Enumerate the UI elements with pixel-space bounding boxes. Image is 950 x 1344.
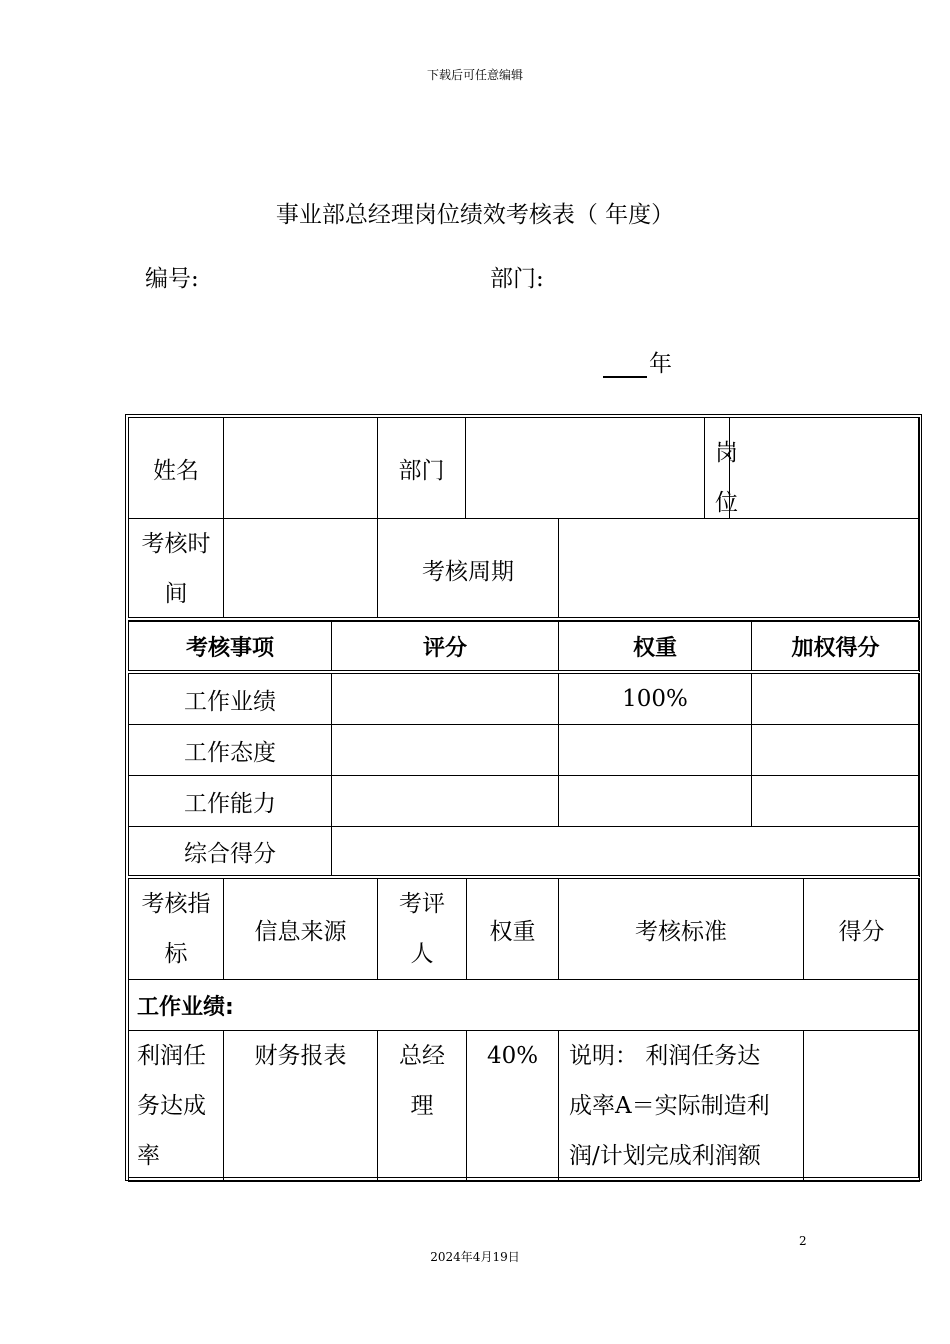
table-row	[129, 725, 920, 776]
total-value[interactable]	[332, 827, 920, 877]
name-value[interactable]	[224, 418, 378, 519]
info-table	[128, 417, 920, 519]
period-table	[128, 518, 920, 620]
standard-cell: 说明： 利润任务达 成率A＝实际制造利 润/计划完成利润额	[559, 1031, 804, 1182]
summary-weighted[interactable]	[752, 725, 920, 776]
period-time-value[interactable]	[224, 519, 378, 620]
summary-weight	[559, 725, 752, 776]
name-label: 姓名	[129, 418, 224, 519]
summary-item: 工作态度	[129, 725, 332, 776]
score-cell[interactable]	[804, 1031, 920, 1182]
page-title: 事业部总经理岗位绩效考核表（ 年度）	[275, 202, 675, 228]
position-label: 岗 位	[715, 440, 738, 516]
year-field	[603, 345, 672, 378]
summary-header-score: 评分	[332, 622, 559, 672]
position-divider	[729, 418, 730, 518]
summary-score[interactable]	[332, 674, 559, 725]
page-number: 2	[799, 1234, 807, 1248]
year-blank[interactable]	[603, 354, 647, 378]
indicator-cell: 利润任 务达成 率	[129, 1031, 224, 1182]
table-row	[129, 674, 920, 725]
table-row	[129, 776, 920, 827]
position-cell[interactable]	[705, 418, 920, 519]
year-suffix: 年	[649, 351, 672, 377]
summary-weight	[559, 776, 752, 827]
detail-table	[128, 878, 920, 1182]
weight-cell: 40%	[467, 1031, 559, 1182]
summary-table	[128, 621, 920, 672]
detail-header-indicator: 考核指 标	[129, 879, 224, 980]
period-time-label: 考核时 间	[129, 519, 224, 620]
total-table	[128, 826, 920, 877]
summary-weighted[interactable]	[752, 674, 920, 725]
summary-header-item: 考核事项	[129, 622, 332, 672]
detail-header-score: 得分	[804, 879, 920, 980]
summary-item: 工作业绩	[129, 674, 332, 725]
period-cycle-label: 考核周期	[378, 519, 559, 620]
total-label: 综合得分	[129, 827, 332, 877]
table-row	[129, 1031, 920, 1182]
summary-header-weight: 权重	[559, 622, 752, 672]
summary-score[interactable]	[332, 725, 559, 776]
footer-date: 2024年4月19日	[430, 1250, 520, 1264]
dept-value[interactable]	[466, 418, 705, 519]
detail-header-reviewer: 考评 人	[378, 879, 467, 980]
dept-cell-label: 部门	[378, 418, 466, 519]
detail-header-weight: 权重	[467, 879, 559, 980]
period-cycle-value[interactable]	[559, 519, 920, 620]
reviewer-cell: 总经 理	[378, 1031, 467, 1182]
summary-weight: 100%	[559, 674, 752, 725]
summary-score[interactable]	[332, 776, 559, 827]
summary-header-weighted: 加权得分	[752, 622, 920, 672]
summary-item: 工作能力	[129, 776, 332, 827]
detail-header-standard: 考核标准	[559, 879, 804, 980]
header-note: 下载后可任意编辑	[426, 68, 523, 82]
summary-body	[128, 673, 920, 827]
section-title: 工作业绩:	[129, 980, 920, 1031]
source-cell: 财务报表	[224, 1031, 378, 1182]
dept-label: 部门:	[490, 266, 544, 292]
detail-header-source: 信息来源	[224, 879, 378, 980]
summary-weighted[interactable]	[752, 776, 920, 827]
number-label: 编号:	[145, 266, 199, 292]
